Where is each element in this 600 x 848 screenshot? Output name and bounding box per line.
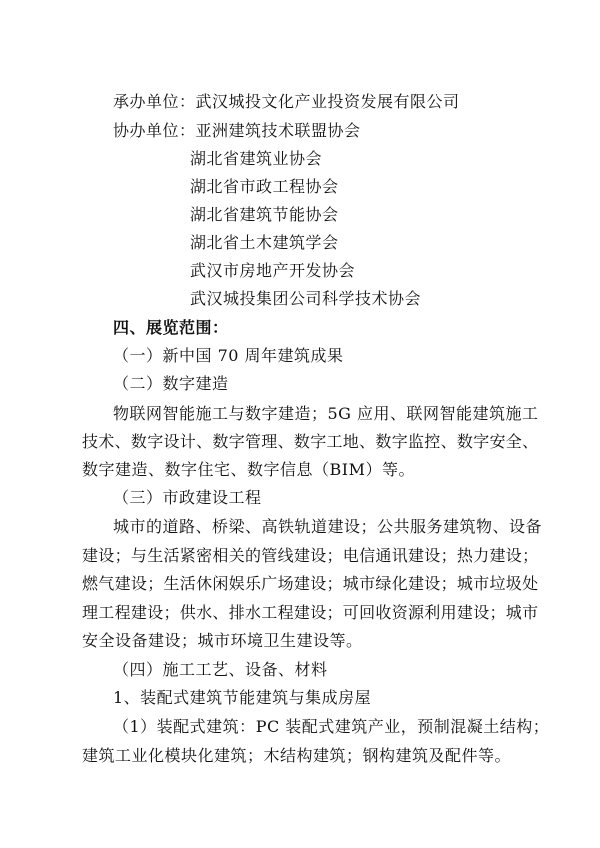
co-organizer-name: 武汉城投集团公司科学技术协会 [190,289,422,308]
co-organizer-name: 湖北省建筑节能协会 [190,205,339,224]
co-organizer-name: 湖北省土木建筑学会 [190,233,339,252]
paragraph-line: 技术、数字设计、数字管理、数字工地、数字监控、数字安全、 [82,432,539,451]
sub1-1-label: （1）装配式建筑： [113,717,256,736]
co-organizer-name: 武汉市房地产开发协会 [190,261,356,280]
subheading-sub1: 1、装配式建筑节能建筑与集成房屋 [113,688,372,707]
paragraph-line: 燃气建设；生活休闲娱乐广场建设；城市绿化建设；城市垃圾处 [82,574,539,593]
undertaker-label: 承办单位： [113,92,196,111]
co-organizer-label: 协办单位： [113,121,196,140]
subheading-item3: （三）市政建设工程 [113,488,262,507]
paragraph-line: 城市的道路、桥梁、高铁轨道建设；公共服务建筑物、设备 [113,517,543,536]
paragraph-line: 数字建造、数字住宅、数字信息（BIM）等。 [82,460,415,479]
section-heading-exhibition-scope: 四、展览范围： [113,318,229,337]
co-organizer-row [113,121,361,141]
paragraph-line: 建筑工业化模块化建筑；木结构建筑；钢构建筑及配件等。 [82,746,512,765]
paragraph-line: 物联网智能施工与数字建造；5G 应用、联网智能建筑施工 [113,404,539,423]
undertaker-name: 武汉城投文化产业投资发展有限公司 [195,92,460,111]
sub1-1-text: PC 装配式建筑产业，预制混凝土结构； [255,717,550,736]
paragraph-line [113,717,549,737]
co-organizer-name: 湖北省市政工程协会 [190,177,339,196]
paragraph-line: 建设；与生活紧密相关的管线建设；电信通讯建设；热力建设； [82,546,539,565]
paragraph-line: 理工程建设；供水、排水工程建设；可回收资源利用建设；城市 [82,603,539,622]
paragraph-line: 安全设备建设；城市环境卫生建设等。 [82,631,363,650]
subheading-item4: （四）施工工艺、设备、材料 [113,660,328,679]
co-organizer-name: 湖北省建筑业协会 [190,149,323,168]
subheading-item1: （一）新中国 70 周年建筑成果 [113,346,344,365]
undertaker-row [113,92,460,112]
subheading-item2: （二）数字建造 [113,374,229,393]
co-organizer-name: 亚洲建筑技术联盟协会 [195,121,361,140]
